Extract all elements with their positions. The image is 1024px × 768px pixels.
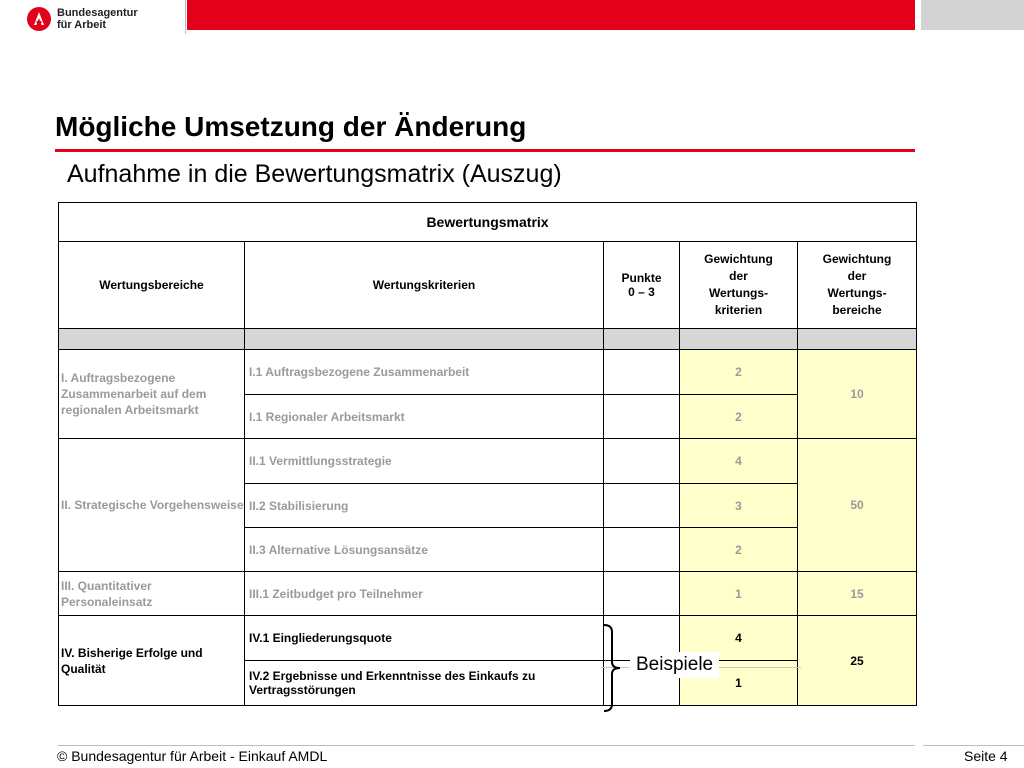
table-separator-row: [59, 329, 917, 350]
footer-copyright: © Bundesagentur für Arbeit - Einkauf AMDL: [57, 748, 328, 764]
examples-callout: Beispiele: [630, 652, 719, 678]
criterion-weight-cell: 1: [680, 661, 798, 706]
slide-title: Mögliche Umsetzung der Änderung: [55, 111, 527, 142]
header-red-band: [187, 0, 915, 30]
area-cell: II. Strategische Vorgehensweise: [59, 439, 245, 572]
agency-logo-icon: [27, 7, 51, 31]
area-weight-cell: 10: [798, 350, 917, 439]
points-cell: [604, 528, 680, 572]
area-weight-cell: 50: [798, 439, 917, 572]
header-line: Wertungs-: [827, 286, 887, 300]
table-row: [59, 439, 917, 484]
footer-rule: [58, 745, 915, 746]
points-cell: [604, 439, 680, 484]
points-cell: [604, 484, 680, 528]
area-weight-cell: 25: [798, 616, 917, 706]
criterion-cell: III.1 Zeitbudget pro Teilnehmer: [245, 572, 604, 616]
title-underline: [55, 149, 915, 152]
logo-line-2: für Arbeit: [57, 19, 107, 31]
points-cell: [604, 350, 680, 395]
area-cell: III. Quantitativer Personaleinsatz: [59, 572, 245, 616]
criterion-cell: IV.2 Ergebnisse und Erkenntnisse des Einkaufs zu Vertragsstörungen: [245, 661, 604, 706]
header-line: Wertungs-: [708, 286, 769, 300]
col-header-criteria-weight: [680, 242, 798, 329]
criterion-cell: II.1 Vermittlungsstrategie: [245, 439, 604, 484]
header-line: der: [729, 269, 748, 283]
col-header-points: [604, 242, 680, 329]
header-line: der: [847, 269, 867, 283]
col-header-area: Wertungsbereiche: [59, 242, 245, 329]
criterion-cell: IV.1 Eingliederungsquote: [245, 616, 604, 661]
criterion-cell: II.3 Alternative Lösungsansätze: [245, 528, 604, 572]
area-cell: IV. Bisherige Erfolge und Qualität: [59, 616, 245, 706]
header-divider: [185, 0, 186, 34]
area-weight-cell: 15: [798, 572, 917, 616]
page-number: Seite 4: [964, 748, 1008, 764]
points-cell: [604, 395, 680, 439]
table-row: [59, 572, 917, 616]
header-line: kriterien: [714, 303, 763, 317]
area-cell: I. Auftragsbezogene Zusammenarbeit auf dem regionalen Arbeitsmarkt: [59, 350, 245, 439]
slide-subtitle: Aufnahme in die Bewertungsmatrix (Auszug): [67, 160, 562, 188]
table-row: [59, 350, 917, 395]
points-header-line: Punkte: [621, 271, 662, 285]
curly-bracket-icon: [603, 624, 621, 712]
footer-rule: [923, 745, 1024, 746]
criterion-weight-cell: 4: [680, 616, 798, 661]
criterion-weight-cell: 2: [680, 350, 798, 395]
criterion-cell: I.1 Auftragsbezogene Zusammenarbeit: [245, 350, 604, 395]
criterion-cell: I.1 Regionaler Arbeitsmarkt: [245, 395, 604, 439]
criterion-weight-cell: 2: [680, 528, 798, 572]
evaluation-matrix-table: [58, 202, 917, 706]
table-title: Bewertungsmatrix: [59, 203, 917, 242]
points-cell: [604, 572, 680, 616]
criterion-weight-cell: 3: [680, 484, 798, 528]
criterion-weight-cell: 1: [680, 572, 798, 616]
table-row: [59, 616, 917, 661]
header-line: bereiche: [832, 303, 882, 317]
logo-line-1: Bundesagentur: [57, 7, 138, 19]
points-header-line: 0 – 3: [628, 285, 655, 299]
criterion-cell: II.2 Stabilisierung: [245, 484, 604, 528]
criterion-weight-cell: 4: [680, 439, 798, 484]
header-line: Gewichtung: [704, 252, 773, 266]
criterion-weight-cell: 2: [680, 395, 798, 439]
agency-logo-text: [57, 7, 138, 31]
col-header-area-weight: [798, 242, 917, 329]
header-line: Gewichtung: [822, 252, 892, 266]
col-header-criteria: Wertungskriterien: [245, 242, 604, 329]
header-grey-band: [921, 0, 1024, 30]
